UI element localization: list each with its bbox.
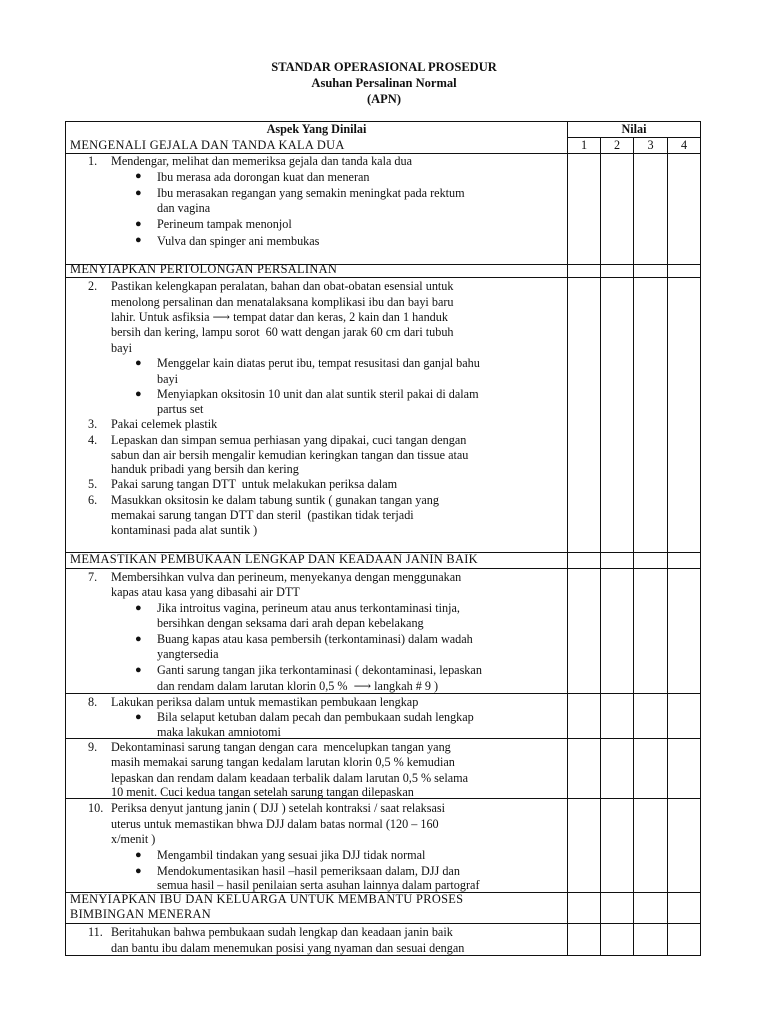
item-text: maka lakukan amniotomi (157, 725, 281, 739)
score-label-4: 4 (680, 138, 688, 152)
item-number: 8. (88, 695, 98, 709)
item-text: x/menit ) (111, 832, 156, 846)
item-text: Mengambil tindakan yang sesuai jika DJJ tidak normal (157, 848, 426, 862)
bullet-icon: ● (135, 218, 142, 230)
item-text: Pakai sarung tangan DTT untuk melakukan periksa dalam (111, 477, 398, 491)
item-text: kontaminasi pada alat suntik ) (111, 523, 258, 537)
item-text: menolong persalinan dan menatalaksana komplikasi ibu dan bayi baru (111, 295, 454, 309)
score-label-2: 2 (613, 138, 621, 152)
document-abbrev: (APN) (366, 92, 401, 106)
document-subtitle: Asuhan Persalinan Normal (311, 76, 457, 90)
item-text: bayi (111, 341, 132, 355)
item-text: Periksa denyut jantung janin ( DJJ ) setelah kontraksi / saat relaksasi (111, 801, 446, 815)
bullet-icon: ● (135, 664, 142, 676)
item-text: dan bantu ibu dalam menemukan posisi yang nyaman dan sesuai dengan (111, 941, 465, 955)
item-text: masih memakai sarung tangan kedalam larutan klorin 0,5 % kemudian (111, 755, 455, 769)
item-text: Ibu merasa ada dorongan kuat dan meneran (157, 170, 370, 184)
item-text: Bila selaput ketuban dalam pecah dan pembukaan sudah lengkap (157, 710, 474, 724)
item-text: Beritahukan bahwa pembukaan sudah lengkap dan keadaan janin baik (111, 925, 453, 939)
item-text: 10 menit. Cuci kedua tangan setelah sarung tangan dilepaskan (111, 785, 414, 799)
section-heading: MENYIAPKAN IBU DAN KELUARGA UNTUK MEMBANTU PROSES (70, 892, 464, 906)
item-text: Mendokumentasikan hasil –hasil pemeriksaan dalam, DJJ dan (157, 864, 460, 878)
item-text: bersih dan kering, lampu sorot 60 watt dengan jarak 60 cm dari tubuh (111, 325, 454, 339)
bullet-icon: ● (135, 187, 142, 199)
section-heading: BIMBINGAN MENERAN (70, 907, 212, 921)
item-text: Masukkan oksitosin ke dalam tabung suntik ( gunakan tangan yang (111, 493, 439, 507)
section-heading: MENYIAPKAN PERTOLONGAN PERSALINAN (70, 262, 338, 276)
item-text: Buang kapas atau kasa pembersih (terkontaminasi) dalam wadah (157, 632, 473, 646)
item-number: 9. (88, 740, 98, 754)
item-number: 5. (88, 477, 98, 491)
item-number: 2. (88, 279, 98, 293)
item-text: Menyiapkan oksitosin 10 unit dan alat suntik steril pakai di dalam (157, 387, 479, 401)
item-text: semua hasil – hasil penilaian serta asuhan lainnya dalam partograf (157, 878, 480, 892)
item-text: handuk pribadi yang bersih dan kering (111, 462, 299, 476)
section-heading: MENGENALI GEJALA DAN TANDA KALA DUA (70, 138, 345, 152)
item-text: Perineum tampak menonjol (157, 217, 292, 231)
bullet-icon: ● (135, 234, 142, 246)
bullet-icon: ● (135, 170, 142, 182)
item-text: Ganti sarung tangan jika terkontaminasi ( dekontaminasi, lepaskan (157, 663, 482, 677)
item-number: 10. (88, 801, 104, 815)
item-text: yangtersedia (157, 647, 219, 661)
item-text: dan vagina (157, 201, 211, 215)
item-text: Ibu merasakan regangan yang semakin meningkat pada rektum (157, 186, 465, 200)
bullet-icon: ● (135, 357, 142, 369)
item-text: Pakai celemek plastik (111, 417, 218, 431)
item-text: Jika introitus vagina, perineum atau anus terkontaminasi tinja, (157, 601, 460, 615)
bullet-icon: ● (135, 602, 142, 614)
item-text: memakai sarung tangan DTT dan steril (pastikan tidak terjadi (111, 508, 414, 522)
item-text: Pastikan kelengkapan peralatan, bahan dan obat-obatan esensial untuk (111, 279, 454, 293)
section-heading: MEMASTIKAN PEMBUKAAN LENGKAP DAN KEADAAN JANIN BAIK (70, 552, 478, 566)
item-text: bersihkan dengan seksama dari arah depan kebelakang (157, 616, 424, 630)
item-number: 7. (88, 570, 98, 584)
column-header-nilai: Nilai (621, 122, 647, 136)
score-label-1: 1 (580, 138, 588, 152)
item-number: 3. (88, 417, 98, 431)
column-header-aspect: Aspek Yang Dinilai (266, 122, 367, 136)
item-text: Membersihkan vulva dan perineum, menyekanya dengan menggunakan (111, 570, 462, 584)
item-text: Lepaskan dan simpan semua perhiasan yang dipakai, cuci tangan dengan (111, 433, 467, 447)
score-label-3: 3 (647, 138, 654, 152)
item-number: 6. (88, 493, 98, 507)
item-text: dan rendam dalam larutan klorin 0,5 % ⟶ langkah # 9 ) (157, 679, 439, 693)
item-text: Lakukan periksa dalam untuk memastikan pembukaan lengkap (111, 695, 419, 709)
item-text: sabun dan air bersih mengalir kemudian keringkan tangan dan tissue atau (111, 448, 469, 462)
bullet-icon: ● (135, 865, 142, 877)
bullet-icon: ● (135, 633, 142, 645)
item-text: uterus untuk memastikan bhwa DJJ dalam batas normal (120 – 160 (111, 817, 439, 831)
item-number: 11. (88, 925, 103, 939)
item-text: kapas atau kasa yang dibasahi air DTT (111, 585, 300, 599)
item-text: Menggelar kain diatas perut ibu, tempat resusitasi dan ganjal bahu (157, 356, 480, 370)
bullet-icon: ● (135, 711, 142, 723)
item-number: 4. (88, 433, 98, 447)
bullet-icon: ● (135, 388, 142, 400)
item-number: 1. (88, 154, 98, 168)
item-text: lepaskan dan rendam dalam keadaan terbalik dalam larutan 0,5 % selama (111, 771, 469, 785)
item-text: bayi (157, 372, 178, 386)
document-title: STANDAR OPERASIONAL PROSEDUR (271, 60, 497, 74)
item-text: Vulva dan spinger ani membukas (157, 234, 320, 248)
item-text: lahir. Untuk asfiksia ⟶ tempat datar dan keras, 2 kain dan 1 handuk (111, 310, 448, 324)
bullet-icon: ● (135, 849, 142, 861)
item-text: Dekontaminasi sarung tangan dengan cara mencelupkan tangan yang (111, 740, 451, 754)
item-text: partus set (157, 402, 204, 416)
item-text: Mendengar, melihat dan memeriksa gejala dan tanda kala dua (111, 154, 413, 168)
